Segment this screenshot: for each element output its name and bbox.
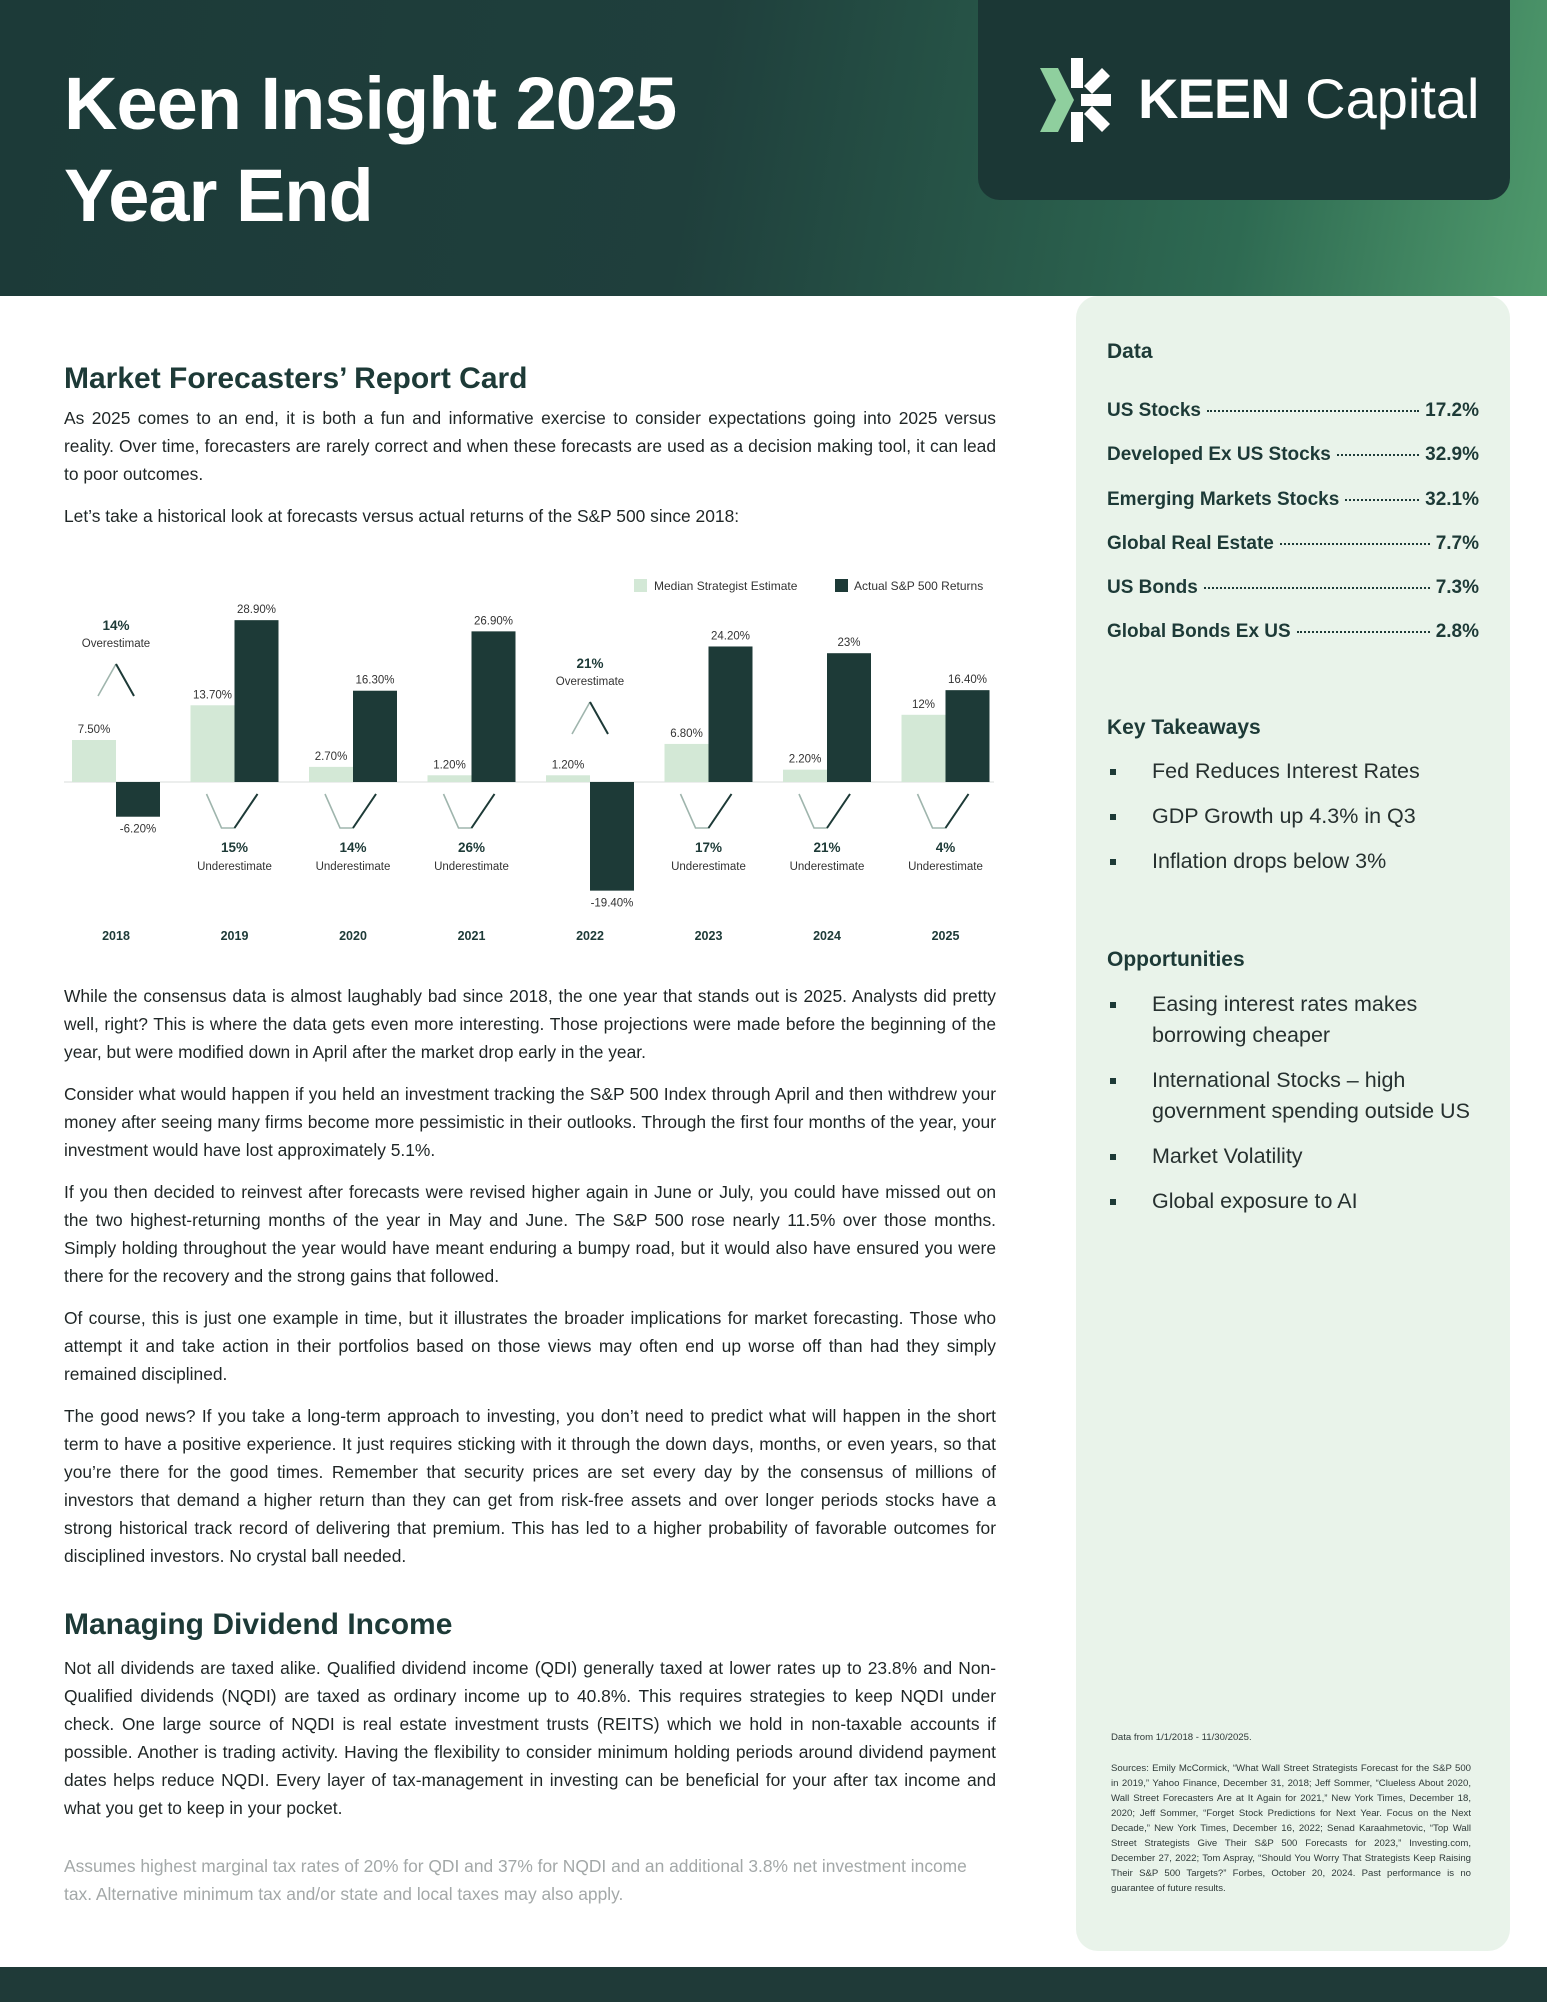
- underestimate-check-dark: [946, 794, 969, 828]
- bar-label-estimate: 1.20%: [551, 759, 585, 772]
- data-value: 7.3%: [1435, 577, 1479, 598]
- data-row: [1107, 489, 1479, 515]
- forecast-chart: [64, 570, 1004, 950]
- data-value: 7.7%: [1435, 533, 1479, 554]
- annotation-percent: 15%: [220, 840, 249, 855]
- legend-label-actual: Actual S&P 500 Returns: [854, 579, 984, 593]
- underestimate-check-light: [918, 794, 969, 828]
- bar-label-actual: -19.40%: [590, 897, 634, 910]
- page-title: [64, 58, 676, 242]
- bar-label-actual: 16.40%: [947, 674, 988, 687]
- list-item: Easing interest rates makes borrowing cheaper: [1107, 989, 1487, 1051]
- underestimate-check-dark: [827, 794, 850, 828]
- bar-label-estimate: 1.20%: [433, 759, 466, 772]
- bar-actual: [946, 690, 990, 782]
- overestimate-caret-light: [98, 664, 116, 696]
- intro-paragraph: As 2025 comes to an end, it is both a fun and informative exercise to consider expectations going into 2025 versus reality. Over time, forecasters are rarely correct and when these forecasts are used as a decision making tool, it can lead to poor outcomes.: [64, 408, 996, 484]
- underestimate-check-dark: [709, 794, 732, 828]
- bar-estimate: [665, 744, 709, 782]
- bar-estimate: [309, 767, 353, 782]
- data-value: 32.9%: [1425, 444, 1479, 465]
- data-row: [1107, 400, 1479, 426]
- bar-label-estimate: 13.70%: [192, 689, 233, 702]
- category-label: 2021: [457, 929, 486, 943]
- overestimate-caret-dark: [116, 664, 134, 696]
- logo-panel: [978, 0, 1510, 200]
- logo-light-text: Capital: [1305, 67, 1480, 130]
- annotation-percent: 4%: [935, 840, 956, 855]
- bar-label-actual: 23%: [837, 637, 861, 650]
- category-label: 2020: [339, 929, 367, 943]
- data-date-note: Data from 1/1/2018 - 11/30/2025.: [1111, 1732, 1252, 1743]
- overestimate-caret-dark: [590, 702, 608, 734]
- logo-bold-text: KEEN: [1138, 67, 1290, 130]
- category-label: 2022: [576, 929, 604, 943]
- category-label: 2019: [220, 929, 249, 943]
- body-paragraph-2: Consider what would happen if you held an investment tracking the S&P 500 Index through April and then withdrew your money after seeing many firms become more pessimistic in their outlooks. Through the first four months of the year, your investment would have lost approximately 5.1%.: [64, 1084, 996, 1160]
- bar-estimate: [72, 740, 116, 782]
- annotation-text: Underestimate: [789, 861, 865, 873]
- opportunities-heading: Opportunities: [1107, 948, 1245, 971]
- body-paragraph-5: The good news? If you take a long-term approach to investing, you don’t need to predict what will happen in the short term to have a positive experience. It just requires sticking with it through the down days, months, or even years, so that you’re there for the good times. Remember that security prices are set every day by the consensus of millions of investors that demand a higher return than they can get from risk-free assets and over longer periods stocks have a strong historical track record of delivering that premium. This has led to a higher probability of favorable outcomes for disciplined investors. No crystal ball needed.: [64, 1406, 996, 1566]
- body-paragraph-4: Of course, this is just one example in time, but it illustrates the broader implications for market forecasting. Those who attempt it and take action in their portfolios based on those views may often end up worse off than had they simply remained disciplined.: [64, 1308, 996, 1384]
- annotation-percent: 21%: [576, 656, 604, 671]
- bar-actual: [116, 782, 160, 817]
- annotation-text: Underestimate: [908, 861, 983, 873]
- list-item: Global exposure to AI: [1107, 1186, 1487, 1217]
- bar-estimate: [783, 770, 827, 782]
- data-label: Global Bonds Ex US: [1107, 621, 1291, 642]
- bar-label-actual: 28.90%: [236, 604, 277, 617]
- data-label: US Stocks: [1107, 400, 1201, 421]
- bar-label-estimate: 7.50%: [77, 724, 111, 736]
- data-label: Global Real Estate: [1107, 533, 1274, 554]
- annotation-text: Underestimate: [197, 861, 272, 873]
- category-label: 2025: [931, 929, 960, 943]
- data-row: [1107, 444, 1479, 470]
- bar-actual: [709, 646, 753, 782]
- body-paragraph-1: While the consensus data is almost laughably bad since 2018, the one year that stands out is 2025. Analysts did pretty well, right? This is where the data gets even more interesting. Those projections were made before the beginning of the year, but were modified down in April after the market drop early in the year.: [64, 986, 996, 1062]
- legend-swatch-actual: [835, 579, 848, 592]
- title-line-2: Year End: [64, 154, 373, 237]
- dot-leader: [1204, 587, 1430, 589]
- data-row: [1107, 577, 1479, 603]
- bar-actual: [590, 782, 634, 891]
- data-value: 17.2%: [1425, 400, 1479, 421]
- tax-disclaimer: Assumes highest marginal tax rates of 20% for QDI and 37% for NQDI and an additional 3.8% net investment income tax. Alternative minimum tax and/or state and local taxes may also apply.: [64, 1856, 967, 1904]
- underestimate-check-light: [681, 794, 732, 828]
- bar-estimate: [191, 705, 235, 782]
- bar-label-actual: 16.30%: [355, 674, 395, 687]
- annotation-percent: 17%: [694, 840, 723, 855]
- bar-estimate: [546, 775, 590, 782]
- dot-leader: [1297, 631, 1430, 633]
- header-banner: [0, 0, 1547, 296]
- bar-estimate: [902, 715, 946, 782]
- takeaways-heading: Key Takeaways: [1107, 716, 1261, 739]
- bar-estimate: [428, 775, 472, 782]
- takeaways-list: [1107, 756, 1487, 891]
- annotation-text: Overestimate: [555, 676, 625, 688]
- main-column: [64, 360, 996, 530]
- data-value: 2.8%: [1435, 621, 1479, 642]
- category-label: 2024: [813, 929, 841, 943]
- dot-leader: [1207, 410, 1419, 412]
- list-item: Fed Reduces Interest Rates: [1107, 756, 1487, 787]
- list-item: GDP Growth up 4.3% in Q3: [1107, 801, 1487, 832]
- sources-text: Sources: Emily McCormick, “What Wall Street Strategists Forecast for the S&P 500 in 2019,” Yahoo Finance, December 31, 2018; Jeff Sommer, “Clueless About 2020, Wall Street Forecasters Are at It Again for 2021,” New York Times, December 18, 2020; Jeff Sommer, “Forget Stock Predictions for Next Year. Focus on the Next Decade,” New York Times, December 16, 2022; Senad Karaahmetovic, “Top Wall Street Strategists Give Their S&P 500 Forecasts for 2023,” Investing.com, December 27, 2022; Tom Aspray, “Should You Worry That Strategists Keep Raising Their S&P 500 Targets?” Forbes, October 20, 2024. Past performance is no guarantee of future results.: [1111, 1763, 1471, 1894]
- underestimate-check-dark: [472, 794, 495, 828]
- list-item: International Stocks – high government spending outside US: [1107, 1065, 1487, 1127]
- section-heading-report-card: Market Forecasters’ Report Card: [64, 362, 528, 395]
- bar-actual: [472, 631, 516, 782]
- data-row: [1107, 621, 1479, 647]
- data-label: US Bonds: [1107, 577, 1198, 598]
- underestimate-check-light: [799, 794, 850, 828]
- data-label: Developed Ex US Stocks: [1107, 444, 1331, 465]
- bar-label-estimate: 6.80%: [670, 727, 703, 740]
- bar-label-actual: -6.20%: [119, 823, 157, 836]
- annotation-text: Underestimate: [671, 861, 746, 873]
- annotation-percent: 26%: [457, 840, 486, 855]
- main-column-lower: [64, 982, 996, 1822]
- annotation-percent: 14%: [339, 840, 367, 855]
- data-label: Emerging Markets Stocks: [1107, 489, 1340, 510]
- dot-leader: [1280, 543, 1430, 545]
- category-label: 2023: [694, 929, 723, 943]
- annotation-percent: 21%: [813, 840, 841, 855]
- bar-label-actual: 26.90%: [473, 615, 514, 628]
- annotation-percent: 14%: [102, 618, 130, 633]
- dot-leader: [1345, 499, 1419, 501]
- bar-label-actual: 24.20%: [710, 630, 751, 643]
- data-heading: Data: [1107, 340, 1153, 363]
- legend-swatch-estimate: [634, 579, 647, 592]
- keen-logo-icon: [1034, 58, 1118, 142]
- footer-bar: [0, 1967, 1547, 2002]
- data-row: [1107, 533, 1479, 559]
- title-line-1: Keen Insight 2025: [64, 62, 677, 145]
- bar-label-estimate: 12%: [911, 698, 936, 711]
- dividend-paragraph: Not all dividends are taxed alike. Qualified dividend income (QDI) generally taxed at lower rates up to 23.8% and Non-Qualified dividends (NQDI) are taxed as ordinary income up to 40.8%. This requires strategies to keep NQDI under check. One large source of NQDI is real estate investment trusts (REITS) which we hold in non-taxable accounts if possible. Another is trading activity. Having the flexibility to consider minimum holding periods around dividend payment dates helps reduce NQDI. Every layer of tax-management in investing can be beneficial for your after tax income and what you get to keep in your pocket.: [64, 1658, 996, 1818]
- bar-label-estimate: 2.70%: [314, 750, 348, 763]
- underestimate-check-light: [207, 794, 258, 828]
- body-paragraph-3: If you then decided to reinvest after forecasts were revised higher again in June or July, you could have missed out on the two highest-returning months of the year in May and June. The S&P 500 rose nearly 11.5% over those months. Simply holding throughout the year would have meant enduring a bumpy road, but it would also have ensured you were there for the recovery and the strong gains that followed.: [64, 1182, 996, 1286]
- underestimate-check-light: [325, 794, 376, 828]
- sidebar: [1076, 296, 1510, 1951]
- forecast-chart-svg: [64, 570, 1004, 950]
- annotation-text: Underestimate: [315, 861, 391, 873]
- bar-actual: [353, 691, 397, 782]
- underestimate-check-light: [444, 794, 495, 828]
- list-item: Market Volatility: [1107, 1141, 1487, 1172]
- chart-lead-paragraph: Let’s take a historical look at forecasts versus actual returns of the S&P 500 since 2018:: [64, 506, 740, 526]
- bar-label-estimate: 2.20%: [788, 753, 822, 766]
- annotation-text: Overestimate: [81, 638, 151, 650]
- opportunities-list: [1107, 989, 1487, 1231]
- underestimate-check-dark: [353, 794, 376, 828]
- data-value: 32.1%: [1425, 489, 1479, 510]
- underestimate-check-dark: [235, 794, 258, 828]
- bar-actual: [235, 620, 279, 782]
- bar-actual: [827, 653, 871, 782]
- section-heading-dividend: Managing Dividend Income: [64, 1608, 453, 1641]
- logo-wordmark: [1138, 64, 1479, 134]
- category-label: 2018: [102, 929, 130, 943]
- annotation-text: Underestimate: [434, 861, 509, 873]
- legend-label-estimate: Median Strategist Estimate: [654, 579, 798, 593]
- list-item: Inflation drops below 3%: [1107, 846, 1487, 877]
- dot-leader: [1337, 454, 1419, 456]
- overestimate-caret-light: [572, 702, 590, 734]
